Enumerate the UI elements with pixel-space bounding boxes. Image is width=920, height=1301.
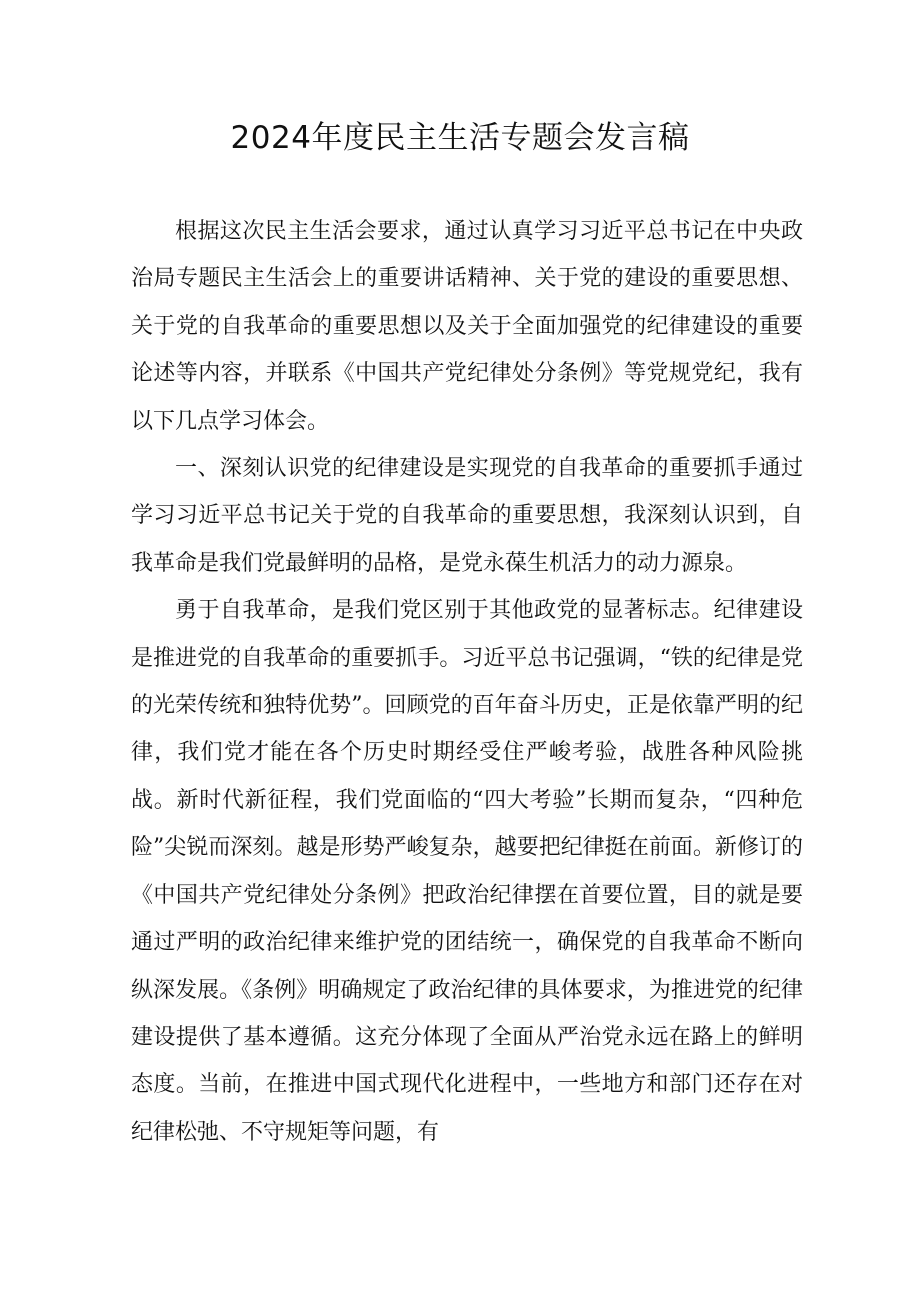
- paragraph-section-one: 一、深刻认识党的纪律建设是实现党的自我革命的重要抓手通过学习习近平总书记关于党的自我革命的重要思想，我深刻认识到，自我革命是我们党最鲜明的品格，是党永葆生机活力的动力源泉。: [131, 456, 803, 576]
- document-body: [131, 208, 803, 1156]
- paragraph-self-revolution: 勇于自我革命，是我们党区别于其他政党的显著标志。纪律建设是推进党的自我革命的重要抓手。习近平总书记强调，“铁的纪律是党的光荣传统和独特优势”。回顾党的百年奋斗历史，正是依靠严明的纪律，我们党才能在各个历史时期经受住严峻考验，战胜各种风险挑战。新时代新征程，我们党面临的“四大考验”长期而复杂，“四种危险”尖锐而深刻。越是形势严峻复杂，越要把纪律挺在前面。新修订的《中国共产党纪律处分条例》把政治纪律摆在首要位置，目的就是要通过严明的政治纪律来维护党的团结统一，确保党的自我革命不断向纵深发展。《条例》明确规定了政治纪律的具体要求，为推进党的纪律建设提供了基本遵循。这充分体现了全面从严治党永远在路上的鲜明态度。当前，在推进中国式现代化进程中，一些地方和部门还存在对纪律松弛、不守规矩等问题，有: [131, 598, 803, 1145]
- paragraph-intro: 根据这次民主生活会要求，通过认真学习习近平总书记在中央政治局专题民主生活会上的重要讲话精神、关于党的建设的重要思想、关于党的自我革命的重要思想以及关于全面加强党的纪律建设的重要论述等内容，并联系《中国共产党纪律处分条例》等党规党纪，我有以下几点学习体会。: [131, 219, 803, 434]
- document-title: 2024年度民主生活专题会发言稿: [230, 120, 690, 156]
